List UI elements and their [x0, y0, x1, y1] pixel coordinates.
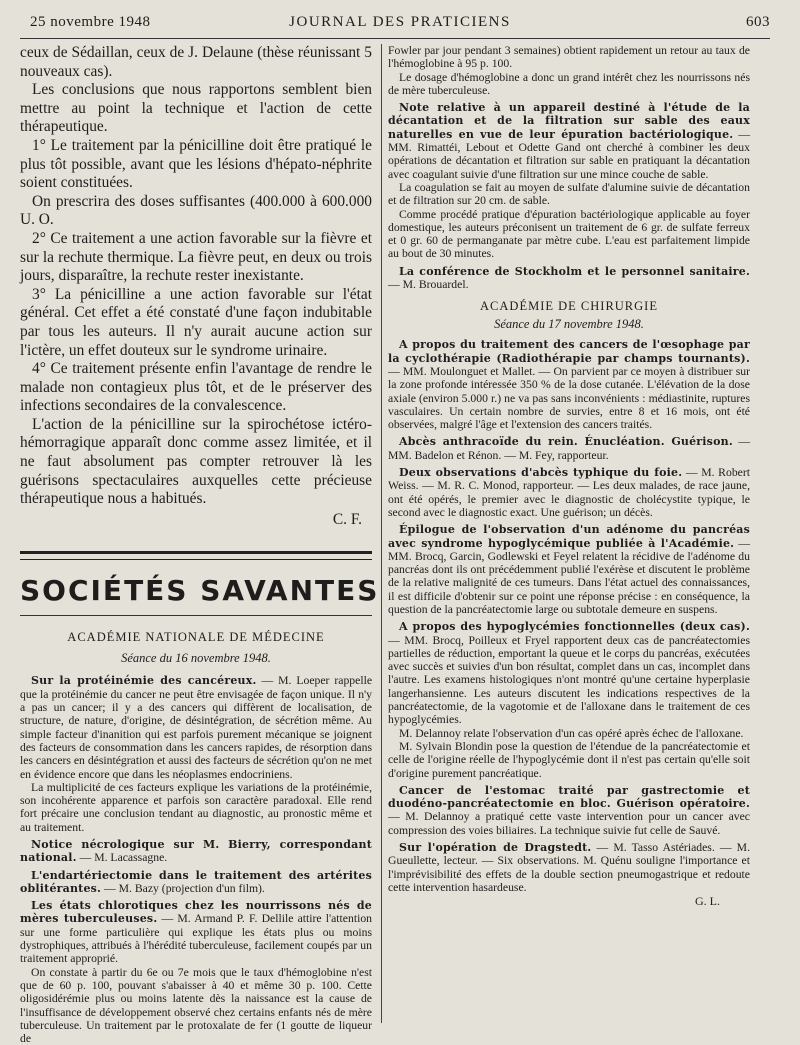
- item-body: — M. Bazy (projection d'un film).: [101, 881, 265, 895]
- item-body: — MM. Rimattéi, Lebout et Odette Gand ont cherché à combiner les deux opérations de décantation et filtration sur sable en pratiquant la décantation avec coagulant suivie d'une filtration sur une mince couche de sable.: [388, 127, 751, 181]
- item: [388, 841, 750, 894]
- item-body: — MM. Moulonguet et Mallet. — On parvient par ce moyen à distribuer sur la zone profonde intéressée 350 % de la dose cutanée. L'élévation de la dose axiale (environ 5.000 r.) ne va pas sans inconvénients : médiastinite, ruptures vasculaires. Un certain nombre de survies, entre 8 et 16 mois, ont été observées, malgré l'âge et l'extension des cancers traités.: [388, 364, 750, 432]
- paragraph: 2° Ce traitement a une action favorable sur la fièvre et sur la rechute thermique. La fièvre peut, en deux ou trois jours, disparaître, la rechute rester inexistante.: [20, 229, 372, 285]
- item: [20, 899, 372, 965]
- header-date: 25 novembre 1948: [30, 14, 151, 30]
- item-body: M. Sylvain Blondin pose la question de l'étendue de la pancréatectomie et celle de l'origine réelle de l'hypoglycémie dont il n'est pas certain qu'elle soit d'origine purement pancréatique.: [388, 739, 750, 780]
- item-title: L'endartériectomie dans le traitement des artérites oblitérantes.: [20, 868, 372, 895]
- paragraph: On prescrira des doses suffisantes (400.000 à 600.000 U. O.: [20, 192, 372, 229]
- right-items-top: [388, 44, 750, 291]
- right-items: [388, 338, 750, 909]
- item-body: — M. Armand P. F. Dellile attire l'attention sur une forme particulière qui explique les états plus ou moins dystrophiques, attribués à l'hérédité tuberculeuse, facilement coupés par un traitement approprié.: [20, 912, 373, 966]
- left-column: [20, 44, 380, 1045]
- item: [388, 101, 750, 181]
- paragraph: 1° Le traitement par la pénicilline doit être pratiqué le plus tôt possible, avant que les lésions d'hépato-néphrite soient constituées.: [20, 136, 372, 192]
- paragraph: 4° Ce traitement présente enfin l'avantage de rendre le malade non contagieux plus tôt, et de le préserver des infections secondaires de la convalescence.: [20, 360, 372, 415]
- right-column: [388, 44, 750, 909]
- item-title: La conférence de Stockholm et le personnel sanitaire.: [399, 264, 750, 278]
- header-journal-title: JOURNAL DES PRATICIENS: [289, 14, 511, 30]
- item-title: Les états chlorotiques chez les nourrissons nés de mères tuberculeuses.: [20, 899, 372, 926]
- item-body: — M. Tasso Astériades. — M. Gueullette, lecteur. — Six observations. M. Quénu souligne l'importance et l'imprévisibilité des effets de la double section pneumogastrique et redoute cette intervention hasardeuse.: [388, 841, 750, 894]
- paragraph: 3° La pénicilline a une action favorable sur l'état général. Cet effet a été constaté d'une façon indubitable par tous les auteurs. Il n'y aurait aucune action sur l'ictère, un effet douteux sur le syndrome urinaire.: [20, 285, 372, 359]
- item-title: Cancer de l'estomac traité par gastrectomie et duodéno-pancréatectomie en bloc. Guérison opératoire.: [388, 783, 750, 811]
- author-signature: C. F.: [332, 510, 362, 528]
- item-title: Sur l'opération de Dragstedt.: [399, 841, 592, 855]
- item: [20, 869, 372, 896]
- item-body: — MM. Badelon et Rénon. — M. Fey, rapporteur.: [388, 435, 750, 462]
- item: [20, 674, 372, 780]
- session-date: Séance du 17 novembre 1948.: [494, 317, 644, 332]
- paragraph: Les conclusions que nous rapportons semblent bien mettre au point la technique et l'action de cette thérapeutique.: [20, 81, 372, 136]
- item-title: Note relative à un appareil destiné à l'étude de la décantation et de la filtration sur sable des eaux naturelles en vue de leur épuration bactériologique.: [388, 101, 750, 141]
- item-body: — M. Delannoy a pratiqué cette vaste intervention pour un cancer avec compression des voies biliaires. La technique suivie fut celle de Sauvé.: [388, 810, 750, 837]
- session-date: Séance du 16 novembre 1948.: [121, 651, 271, 666]
- item-body: M. Delannoy relate l'observation d'un cas opéré après échec de l'alloxane.: [399, 726, 744, 740]
- item-body: — M. Loeper rappelle que la protéinémie du cancer ne peut être envisagée de façon unique. Il n'y a pas un cancer; il y a des cancers qui diffèrent de localisation, de structure, de nature, d'origine, de désintégration, de sécrétion même. Au simple facteur d'inanition qui est parfois purement mécanique se joignent des facteurs de consommation dans les cancers rapides, de résorption dans les cancers en désintégration et aussi des facteurs de sécrétion qu'on ne met en évidence encore que dans les néoplasmes endocriniens.: [20, 674, 373, 781]
- item-body: Fowler par jour pendant 3 semaines) obtient rapidement un retour au taux de l'hémoglobine à 95 p. 100.: [388, 44, 750, 71]
- item-body: — M. Brouardel.: [388, 278, 469, 292]
- banner-rule: [20, 615, 372, 616]
- item: [388, 265, 750, 292]
- item: [388, 208, 750, 261]
- item: [20, 781, 372, 834]
- academy-title: ACADÉMIE DE CHIRURGIE: [480, 299, 658, 314]
- item-title: Notice nécrologique sur M. Bierry, correspondant national.: [20, 838, 372, 865]
- column-divider: [381, 44, 382, 1023]
- item: [20, 966, 372, 1045]
- item-body: Comme procédé pratique d'épuration bactériologique applicable au foyer domestique, les auteurs préconisent un traitement de 6 gr. de sulfate ferreux et 0 gr. 60 de permanganate par mètre cube. L'eau est parfaitement limpide au bout de 30 minutes.: [388, 207, 750, 261]
- item: [388, 71, 750, 98]
- author-signature: G. L.: [695, 894, 720, 909]
- item: [388, 181, 750, 208]
- paragraph: ceux de Sédaillan, ceux de J. Delaune (thèse réunissant 5 nouveaux cas).: [20, 44, 372, 80]
- header-page-number: 603: [746, 14, 770, 30]
- item-body: — MM. Brocq, Garcin, Godlewski et Feyel relatent la récidive de l'adénome du pancréas dont ils ont précédemment publié l'exérèse et discutent le problème de la relative malignité de ces tumeurs. Dans l'état actuel des connaissances, il est difficile d'obtenir sur ce point une réponse précise : en conséquence, la question de la pancréatectomie large ou subtotale demeure en suspens.: [388, 536, 750, 616]
- item-title: Sur la protéinémie des cancéreux.: [31, 674, 257, 688]
- item-title: A propos des hypoglycémies fonctionnelles (deux cas).: [399, 620, 750, 634]
- item: [388, 784, 750, 837]
- item-body: Le dosage d'hémoglobine a donc un grand intérêt chez les nourrissons nés de mère tuberculeuse.: [388, 70, 750, 97]
- item: [388, 338, 750, 431]
- item: [20, 838, 372, 865]
- item-title: Épilogue de l'observation d'un adénome du pancréas avec syndrome hypoglycémique publiée à l'Académie.: [388, 523, 750, 550]
- item-body: — M. Robert Weiss. — M. R. C. Monod, rapporteur. — Les deux malades, de race jaune, ont été opérés, le premier avec le diagnostic de cholécystite typique, le second avec le diagnostic exact. Une guérison; un décès.: [388, 466, 750, 519]
- article-conclusion: [20, 44, 372, 529]
- item-title: Abcès anthracoïde du rein. Énucléation. Guérison.: [399, 435, 733, 449]
- item-body: — M. Lacassagne.: [76, 851, 168, 865]
- header-rule: [20, 38, 770, 39]
- item: [388, 435, 750, 462]
- item: [388, 620, 750, 726]
- item-body: La multiplicité de ces facteurs explique les variations de la protéinémie, son incohérente apparence et parfois son caractère paradoxal. Elle rend fort précaire une conclusion tendant au diagnostic, au pronostic même et au traitement.: [20, 780, 372, 834]
- section-double-rule: [20, 551, 372, 560]
- paragraph: L'action de la pénicilline sur la spirochétose ictéro-hémorragique apparaît donc comme assez limitée, et il ne faut absolument pas compter retrouver là les guérisons spectaculaires auxquelles cette précieuse thérapeutique nous a habitués.: [20, 415, 372, 508]
- item: [388, 466, 750, 519]
- item: [388, 727, 750, 740]
- page-header: [30, 14, 770, 36]
- item: [388, 740, 750, 780]
- item-body: — MM. Brocq, Poilleux et Fryel rapportent deux cas de pancréatectomies partielles de réduction, emportant la queue et le corps du pancréas, exécutées avec succès et suivies d'un bon résultat, complet dans un cas, incomplet dans l'autre. Les examens histologiques n'ont montré qu'une certaine hyperplasie langerhansienne. Les auteurs discutent les indications respectives de la pancréatectomie, de la vagotomie et de l'alloxane dans le traitement de ces hypoglycémies.: [388, 633, 750, 727]
- item: [388, 44, 750, 71]
- section-banner: SOCIÉTÉS SAVANTES: [20, 574, 380, 608]
- academy-title: ACADÉMIE NATIONALE DE MÉDECINE: [67, 630, 325, 645]
- item-body: On constate à partir du 6e ou 7e mois que le taux d'hémoglobine n'est que de 60 p. 100, pouvant s'abaisser à 40 et même 30 p. 100. Cette oligosidérémie plus ou moins latente dès la naissance est la cause de l'insuffisance de développement observé chez certains enfants nés de mère tuberculeuse. Un traitement par le protoxalate de fer (1 goutte de liqueur de: [20, 965, 372, 1045]
- item-body: La coagulation se fait au moyen de sulfate d'alumine suivie de décantation et de filtration sur 20 cm. de sable.: [388, 180, 750, 208]
- item: [388, 523, 750, 616]
- left-items: [20, 674, 372, 1045]
- item-title: A propos du traitement des cancers de l'œsophage par la cyclothérapie (Radiothérapie par champs tournants).: [388, 338, 750, 365]
- item-title: Deux observations d'abcès typhique du foie.: [399, 466, 683, 480]
